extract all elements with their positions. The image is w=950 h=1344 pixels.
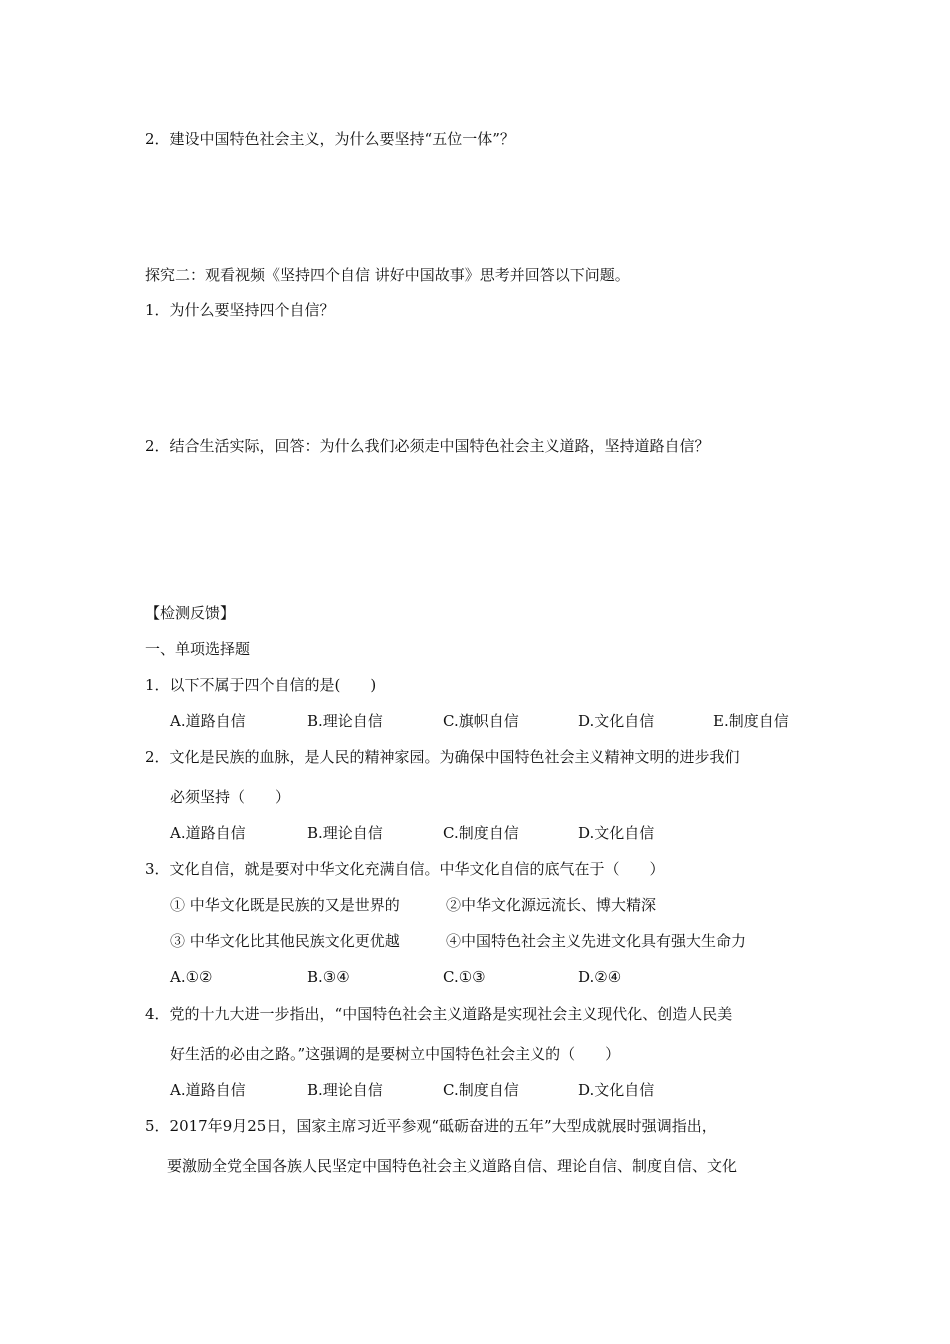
option-c: C.制度自信	[443, 824, 519, 842]
question-2-stem-cont: 必须坚持（ ）	[170, 788, 291, 806]
explore2-question-2: 2．结合生活实际，回答：为什么我们必须走中国特色社会主义道路，坚持道路自信？	[145, 437, 710, 455]
option-d: D.②④	[578, 968, 622, 986]
question-4-stem-cont: 好生活的必由之路。”这强调的是要树立中国特色社会主义的（ ）	[170, 1045, 621, 1063]
statement-3: ③ 中华文化比其他民族文化更优越	[170, 932, 400, 950]
option-e: E.制度自信	[713, 712, 789, 730]
question-2-stem: 2．文化是民族的血脉，是人民的精神家园。为确保中国特色社会主义精神文明的进步我们	[145, 748, 740, 766]
feedback-heading: 【检测反馈】	[145, 604, 236, 622]
question-4-stem: 4．党的十九大进一步指出，“中国特色社会主义道路是实现社会主义现代化、创造人民美	[145, 1005, 733, 1023]
statement-4: ④中国特色社会主义先进文化具有强大生命力	[446, 932, 747, 950]
explore2-heading: 探究二：观看视频《坚持四个自信 讲好中国故事》思考并回答以下问题。	[145, 266, 630, 284]
statement-2: ②中华文化源远流长、博大精深	[446, 896, 657, 914]
option-d: D.文化自信	[578, 1081, 655, 1099]
explore1-question-2: 2．建设中国特色社会主义，为什么要坚持“五位一体”？	[145, 130, 515, 148]
question-5-stem: 5．2017年9月25日，国家主席习近平参观“砥砺奋进的五年”大型成就展时强调指出，	[145, 1117, 717, 1135]
question-3-stem: 3．文化自信，就是要对中华文化充满自信。中华文化自信的底气在于（ ）	[145, 860, 665, 878]
option-b: B.理论自信	[307, 712, 383, 730]
option-c: C.①③	[443, 968, 486, 986]
option-a: A.道路自信	[170, 712, 246, 730]
option-b: B.③④	[307, 968, 350, 986]
option-d: D.文化自信	[578, 712, 655, 730]
option-d: D.文化自信	[578, 824, 655, 842]
option-c: C.制度自信	[443, 1081, 519, 1099]
option-b: B.理论自信	[307, 1081, 383, 1099]
question-4-options	[170, 1080, 810, 1100]
statement-1: ① 中华文化既是民族的又是世界的	[170, 896, 400, 914]
option-a: A.①②	[170, 968, 213, 986]
question-5-stem-cont: 要激励全党全国各族人民坚定中国特色社会主义道路自信、理论自信、制度自信、文化	[167, 1157, 738, 1175]
question-3-items-row-1	[170, 895, 810, 915]
question-2-options	[170, 823, 810, 843]
option-a: A.道路自信	[170, 1081, 246, 1099]
explore2-question-1: 1．为什么要坚持四个自信？	[145, 301, 335, 319]
question-1-options	[170, 711, 810, 731]
section-title: 一、单项选择题	[145, 640, 251, 658]
option-b: B.理论自信	[307, 824, 383, 842]
question-3-options	[170, 967, 810, 987]
option-a: A.道路自信	[170, 824, 246, 842]
option-c: C.旗帜自信	[443, 712, 519, 730]
question-3-items-row-2	[170, 931, 810, 951]
question-1-stem: 1．以下不属于四个自信的是( )	[145, 676, 377, 694]
